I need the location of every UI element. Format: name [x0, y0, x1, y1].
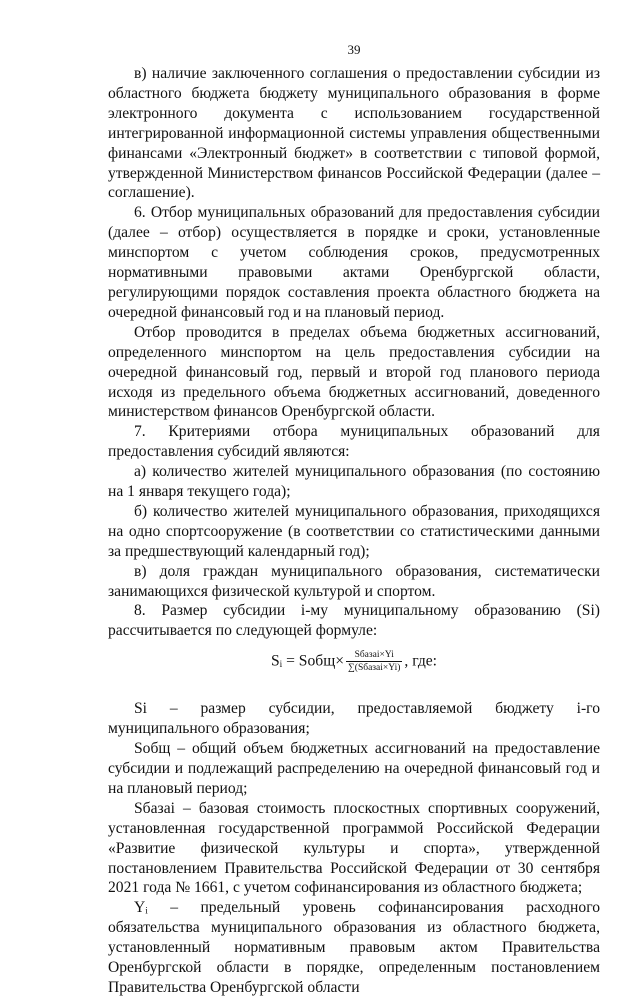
definition-si: Si – размер субсидии, предоставляемой бюджету i-го муниципального образования;: [108, 700, 600, 738]
paragraph-selection-limits: Отбор проводится в пределах объема бюджетных ассигнований, определенного минспортом на цель предоставления субсидии на очередной финансовый год, первый и второй год планового периода исходя из предельного объема бюджетных ассигнований, доведенного министерством финансов Оренбургской области.: [108, 323, 600, 421]
formula-denominator: ∑(Sбазаi×Yi): [348, 663, 401, 674]
paragraph-formula-intro: 8. Размер субсидии i-му муниципальному образованию (Si) рассчитывается по следующей формуле:: [108, 602, 600, 640]
subsidy-formula: [108, 649, 600, 679]
document-body: [108, 64, 600, 998]
paragraph-criterion-c: в) доля граждан муниципального образования, систематически занимающихся физической культурой и спортом.: [108, 562, 600, 600]
formula-tail: , где:: [404, 652, 438, 670]
definition-sbazai: Sбазаi – базовая стоимость плоскостных спортивных сооружений, установленная государственной программой Российской Федерации «Развитие физической культуры и спорта», утвержденной постановлением Правительства Российской Федерации от 30 сентября 2021 года № 1661, с учетом софинансирования из областного бюджета;: [108, 799, 600, 897]
page-number: 39: [347, 42, 361, 57]
paragraph-criteria-intro: 7. Критериями отбора муниципальных образований для предоставления субсидий являются:: [108, 423, 600, 461]
definition-yi: Yᵢ – предельный уровень софинансирования расходного обязательства муниципального образования из областного бюджета, установленный нормативным правовым актом Правительства Оренбургской области в порядке, определенным постановлением Правительства Оренбургской области: [108, 899, 600, 996]
definition-sobsh: Sобщ – общий объем бюджетных ассигнований на предоставление субсидии и подлежащий распределению на очередной финансовый год и на плановый период;: [108, 740, 600, 797]
formula-fraction: [346, 649, 402, 674]
paragraph-criterion-b: б) количество жителей муниципального образования, приходящихся на одно спортсооружение (в соответствии со статистическими данными за предшествующий календарный год);: [108, 502, 600, 560]
formula-numerator: Sбазаi×Yi: [346, 649, 402, 662]
paragraph-selection-procedure: 6. Отбор муниципальных образований для предоставления субсидии (далее – отбор) осуществляется в порядке и сроки, установленные минспортом с учетом соблюдения сроков, предусмотренных нормативными правовыми актами Оренбургской области, регулирующими порядок составления проекта областного бюджета на очередной финансовый год и на плановый период.: [108, 204, 600, 321]
formula-lhs: Sᵢ = Sобщ×: [270, 652, 345, 670]
paragraph-criterion-a: а) количество жителей муниципального образования (по состоянию на 1 января текущего года);: [108, 463, 600, 501]
paragraph-agreement: в) наличие заключенного соглашения о предоставлении субсидии из областного бюджета бюджету муниципального образования в форме электронного документа с использованием государственной интегрированной информационной системы управления общественными финансами «Электронный бюджет» в соответствии с типовой формой, утвержденной Министерством финансов Российской Федерации (далее – соглашение).: [108, 65, 600, 202]
